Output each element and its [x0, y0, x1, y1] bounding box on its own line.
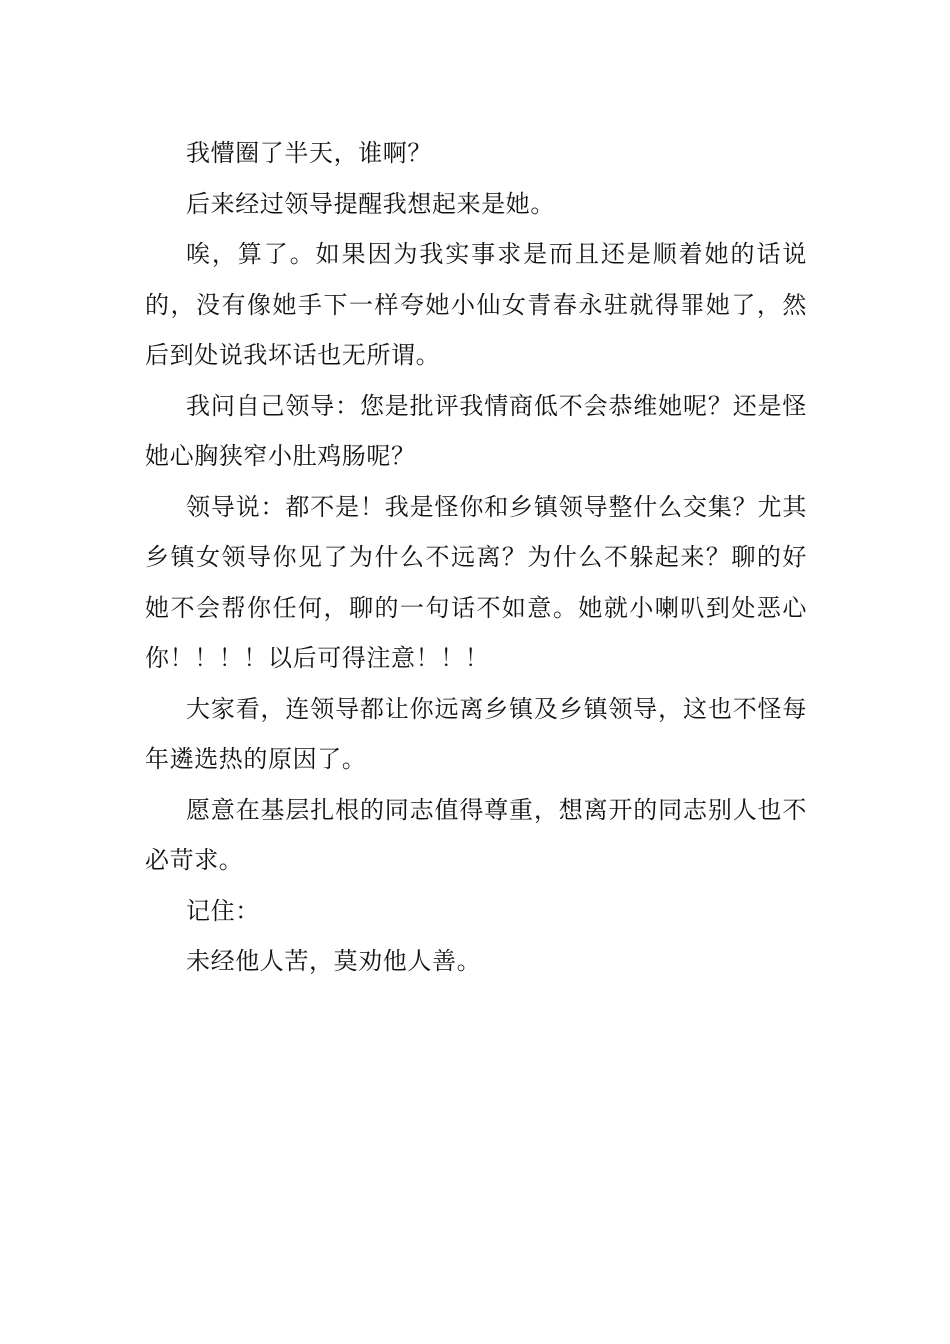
paragraph-7: 愿意在基层扎根的同志值得尊重，想离开的同志别人也不必苛求。 [145, 795, 807, 874]
paragraph-1: 我懵圈了半天，谁啊？ [186, 139, 432, 167]
paragraph-8: 记住： [186, 896, 260, 925]
article-body [145, 128, 807, 987]
paragraph-2: 后来经过领导提醒我想起来是她。 [186, 189, 555, 218]
paragraph-9: 未经他人苦，莫劝他人善。 [186, 947, 482, 975]
paragraph-6: 大家看，连领导都让你远离乡镇及乡镇领导，这也不怪每年遴选热的原因了。 [145, 694, 807, 773]
paragraph-3: 唉，算了。如果因为我实事求是而且还是顺着她的话说的，没有像她手下一样夸她小仙女青春永驻就得罪她了，然后到处说我坏话也无所谓。 [145, 240, 807, 369]
paragraph-5: 领导说：都不是！我是怪你和乡镇领导整什么交集？尤其乡镇女领导你见了为什么不远离？为什么不躲起来？聊的好她不会帮你任何，聊的一句话不如意。她就小喇叭到处恶心你！！！！以后可得注意！！！ [145, 492, 807, 672]
paragraph-4: 我问自己领导：您是批评我情商低不会恭维她呢？还是怪她心胸狭窄小肚鸡肠呢？ [145, 391, 807, 470]
